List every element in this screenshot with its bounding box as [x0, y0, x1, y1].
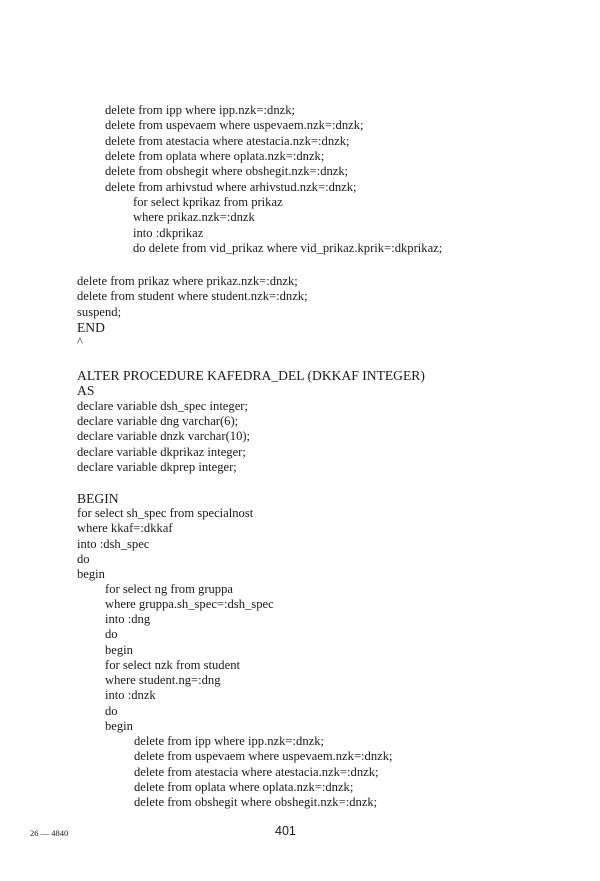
- code-line: begin: [105, 719, 133, 733]
- code-line: delete from obshegit where obshegit.nzk=:dnzk;: [134, 795, 378, 809]
- code-line: for select sh_spec from specialnost: [77, 506, 254, 520]
- code-line: for select ng from gruppa: [105, 582, 233, 596]
- code-line: where student.ng=:dng: [105, 673, 221, 687]
- page-number: 401: [275, 824, 296, 838]
- code-line: delete from uspevaem where uspevaem.nzk=:dnzk;: [105, 118, 364, 132]
- code-line: delete from prikaz where prikaz.nzk=:dnzk;: [77, 274, 298, 288]
- code-line: declare variable dnzk varchar(10);: [77, 429, 251, 443]
- code-line: BEGIN: [77, 491, 119, 506]
- code-line: into :dng: [105, 612, 151, 626]
- code-line: delete from atestacia where atestacia.nzk=:dnzk;: [134, 765, 379, 779]
- code-line: delete from oplata where oplata.nzk=:dnzk;: [105, 149, 325, 163]
- code-line: for select kprikaz from prikaz: [133, 195, 283, 209]
- code-line: into :dsh_spec: [77, 537, 150, 551]
- code-line: declare variable dkprikaz integer;: [77, 445, 246, 459]
- code-line: do: [105, 627, 118, 641]
- code-line: delete from ipp where ipp.nzk=:dnzk;: [105, 103, 296, 117]
- code-line: begin: [77, 567, 105, 581]
- code-line: delete from student where student.nzk=:dnzk;: [77, 289, 308, 303]
- code-line: suspend;: [77, 305, 122, 319]
- code-line: delete from uspevaem where uspevaem.nzk=:dnzk;: [134, 749, 393, 763]
- code-line: delete from arhivstud where arhivstud.nzk=:dnzk;: [105, 180, 357, 194]
- code-line: where prikaz.nzk=:dnzk: [133, 210, 255, 224]
- code-line: declare variable dng varchar(6);: [77, 414, 239, 428]
- code-line: into :dnzk: [105, 688, 156, 702]
- code-line: END: [77, 320, 105, 335]
- code-line: delete from obshegit where obshegit.nzk=:dnzk;: [105, 164, 349, 178]
- code-line: delete from atestacia where atestacia.nzk=:dnzk;: [105, 134, 350, 148]
- code-line: where gruppa.sh_spec=:dsh_spec: [105, 597, 274, 611]
- code-line: for select nzk from student: [105, 658, 240, 672]
- code-line: do: [105, 704, 118, 718]
- code-line: ^: [77, 335, 83, 349]
- code-line: where kkaf=:dkkaf: [77, 521, 173, 535]
- code-line: delete from oplata where oplata.nzk=:dnzk;: [134, 780, 354, 794]
- code-line: ALTER PROCEDURE KAFEDRA_DEL (DKKAF INTEGER): [77, 368, 425, 383]
- code-line: AS: [77, 383, 95, 398]
- code-line: declare variable dkprep integer;: [77, 460, 237, 474]
- code-line: into :dkprikaz: [133, 226, 204, 240]
- code-line: declare variable dsh_spec integer;: [77, 399, 248, 413]
- code-line: delete from ipp where ipp.nzk=:dnzk;: [134, 734, 325, 748]
- footer-signature-code: 26 — 4840: [30, 828, 69, 838]
- code-line: do: [77, 552, 90, 566]
- code-line: do delete from vid_prikaz where vid_prikaz.kprik=:dkprikaz;: [133, 241, 443, 255]
- code-line: begin: [105, 643, 133, 657]
